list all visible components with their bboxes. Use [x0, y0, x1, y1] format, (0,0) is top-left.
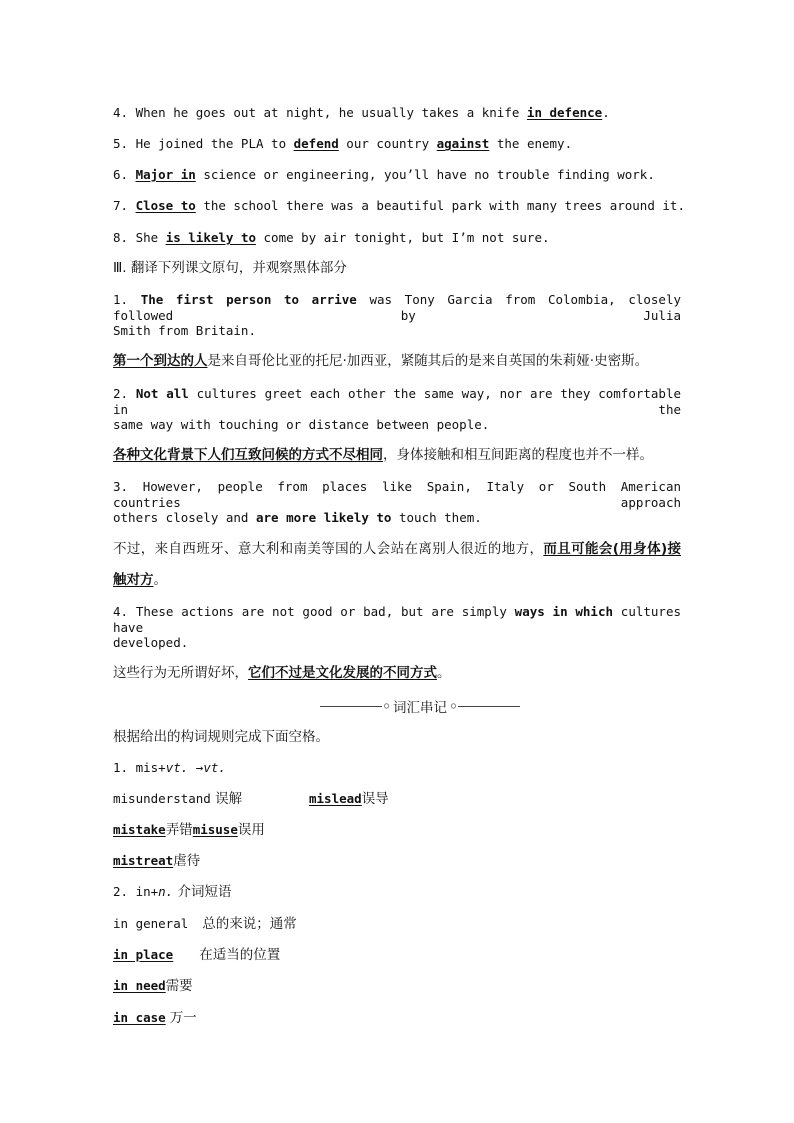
phrase-meaning: 需要 — [165, 978, 193, 994]
vocab-meaning: 误导 — [361, 791, 389, 807]
exercise-sentence-8 — [113, 230, 681, 246]
exercise-sentence-4 — [113, 105, 681, 121]
vocab-row-1 — [113, 791, 681, 807]
vocab-answer: mistreat — [113, 853, 174, 868]
sentence-text: was Tony Garcia from Colombia, closely followed by Julia — [113, 292, 682, 323]
translation-sentence-3-cont — [113, 510, 681, 526]
answer-phrase: Close to — [135, 198, 196, 213]
cn-text: 。 — [153, 572, 167, 588]
rule-pos: n. — [158, 884, 174, 899]
phrase-meaning: 总的来说；通常 — [202, 916, 297, 932]
exercise-sentence-5 — [113, 136, 681, 152]
translation-cn-1 — [113, 353, 681, 369]
sentence-text: our country — [338, 136, 437, 151]
vocab-row-3 — [113, 853, 681, 869]
sentence-number: 2. — [113, 386, 136, 401]
translation-cn-3-cont — [113, 572, 681, 588]
vocab-meaning: 误解 — [210, 791, 243, 807]
cn-underlined: 它们不过是文化发展的不同方式 — [248, 665, 437, 681]
vocab-word: misunderstand — [113, 791, 211, 806]
translation-sentence-2-cont: same way with touching or distance between people. — [113, 417, 490, 432]
answer-phrase: is likely to — [165, 230, 256, 245]
bold-phrase: The first person to arrive — [140, 292, 357, 307]
cn-text: ，身体接触和相互间距离的程度也并不一样。 — [383, 447, 653, 463]
vocab-answer: mistake — [113, 822, 166, 837]
phrase: in general — [113, 916, 189, 931]
divider-title: 词汇串记 — [393, 700, 447, 716]
sentence-text: touch them. — [391, 510, 482, 525]
divider-rule-left — [320, 706, 382, 707]
cn-text: 不过，来自西班牙、意大利和南美等国的人会站在离别人很近的地方， — [113, 541, 544, 557]
rule-text: 2. in+ — [113, 884, 159, 899]
cn-text: 。 — [437, 665, 451, 681]
divider-rule-right — [458, 706, 520, 707]
sentence-text: science or engineering, you’ll have no trouble finding work. — [195, 167, 655, 182]
sentence-number: 1. — [113, 292, 141, 307]
translation-cn-4 — [113, 665, 681, 681]
exercise-sentence-6 — [113, 167, 681, 183]
cn-underlined: 各种文化背景下人们互致问候的方式不尽相同 — [113, 447, 383, 463]
cn-underlined: 第一个到达的人 — [113, 353, 208, 369]
rule-pos: vt. — [203, 760, 226, 775]
cn-underlined: 触对方 — [113, 572, 154, 588]
bold-phrase: are more likely to — [256, 510, 392, 525]
rule-pos: vt. — [165, 760, 189, 775]
answer-phrase: in defence — [526, 105, 603, 120]
rule-text: 介词短语 — [173, 884, 232, 900]
section-divider — [320, 698, 520, 714]
translation-sentence-3: 3. However, people from places like Spain, Italy or South American countries approach — [113, 479, 681, 510]
phrase-meaning: 万一 — [169, 1010, 197, 1026]
vocab-rule-1-heading — [113, 760, 681, 776]
vocab-answer: mislead — [309, 791, 362, 806]
bold-phrase: Not all — [135, 386, 189, 401]
vocab-answer: misuse — [192, 822, 238, 837]
sentence-text: come by air tonight, but I’m not sure. — [256, 230, 550, 245]
phrase-answer: in need — [113, 978, 166, 993]
vocab-meaning: 弄错 — [165, 822, 193, 838]
translation-sentence-2 — [113, 386, 681, 418]
circle-dot-icon: ○ — [451, 701, 456, 710]
sentence-text: the school there was a beautiful park with many trees around it. — [195, 198, 685, 213]
phrase-answer: in place — [113, 947, 174, 962]
phrase-row-2 — [113, 947, 681, 963]
phrase-answer: in case — [113, 1010, 166, 1025]
phrase-meaning: 在适当的位置 — [199, 947, 281, 963]
exercise-sentence-7 — [113, 198, 685, 214]
phrase-row-4 — [113, 1010, 681, 1026]
rule-text: 1. mis+ — [113, 760, 166, 775]
answer-phrase: Major in — [135, 167, 196, 182]
sentence-text: 6. — [113, 167, 136, 182]
vocab-meaning: 误用 — [237, 822, 265, 838]
sentence-text: others closely and — [113, 510, 256, 525]
translation-sentence-1 — [113, 292, 681, 324]
translation-sentence-1-cont: Smith from Britain. — [113, 323, 256, 338]
vocab-row-2 — [113, 822, 681, 838]
sentence-text: . — [602, 105, 610, 120]
translation-sentence-4 — [113, 604, 681, 636]
circle-dot-icon: ○ — [384, 701, 389, 710]
answer-phrase: defend — [293, 136, 339, 151]
sentence-text: 8. She — [113, 230, 166, 245]
cn-text: 这些行为无所谓好坏， — [113, 665, 248, 681]
section-heading: Ⅲ. 翻译下列课文原句，并观察黑体部分 — [113, 260, 347, 276]
translation-cn-2 — [113, 447, 681, 463]
sentence-text: cultures greet each other the same way, nor are they comfortable in the — [113, 386, 682, 417]
sentence-text: cultures have — [113, 604, 682, 635]
cn-text: 是来自哥伦比亚的托尼·加西亚，紧随其后的是来自英国的朱莉娅·史密斯。 — [207, 353, 649, 369]
phrase-row-3 — [113, 978, 681, 994]
sentence-text: 4. When he goes out at night, he usually takes a knife — [113, 105, 527, 120]
sentence-text: 4. These actions are not good or bad, but are simply — [113, 604, 515, 619]
answer-phrase: against — [436, 136, 490, 151]
sentence-text: the enemy. — [489, 136, 573, 151]
sentence-text: 7. — [113, 198, 136, 213]
translation-cn-3 — [113, 541, 681, 557]
vocab-meaning: 虐待 — [173, 853, 201, 869]
vocab-item-mislead — [309, 791, 389, 807]
cn-underlined: 而且可能会(用身体)接 — [543, 541, 682, 557]
arrow-icon: → — [188, 760, 204, 775]
translation-sentence-4-cont: developed. — [113, 635, 189, 650]
phrase-row-1 — [113, 916, 681, 932]
vocab-intro: 根据给出的构词规则完成下面空格。 — [113, 729, 329, 745]
bold-phrase: ways in which — [514, 604, 614, 619]
sentence-text: 5. He joined the PLA to — [113, 136, 294, 151]
vocab-rule-2-heading — [113, 884, 681, 900]
